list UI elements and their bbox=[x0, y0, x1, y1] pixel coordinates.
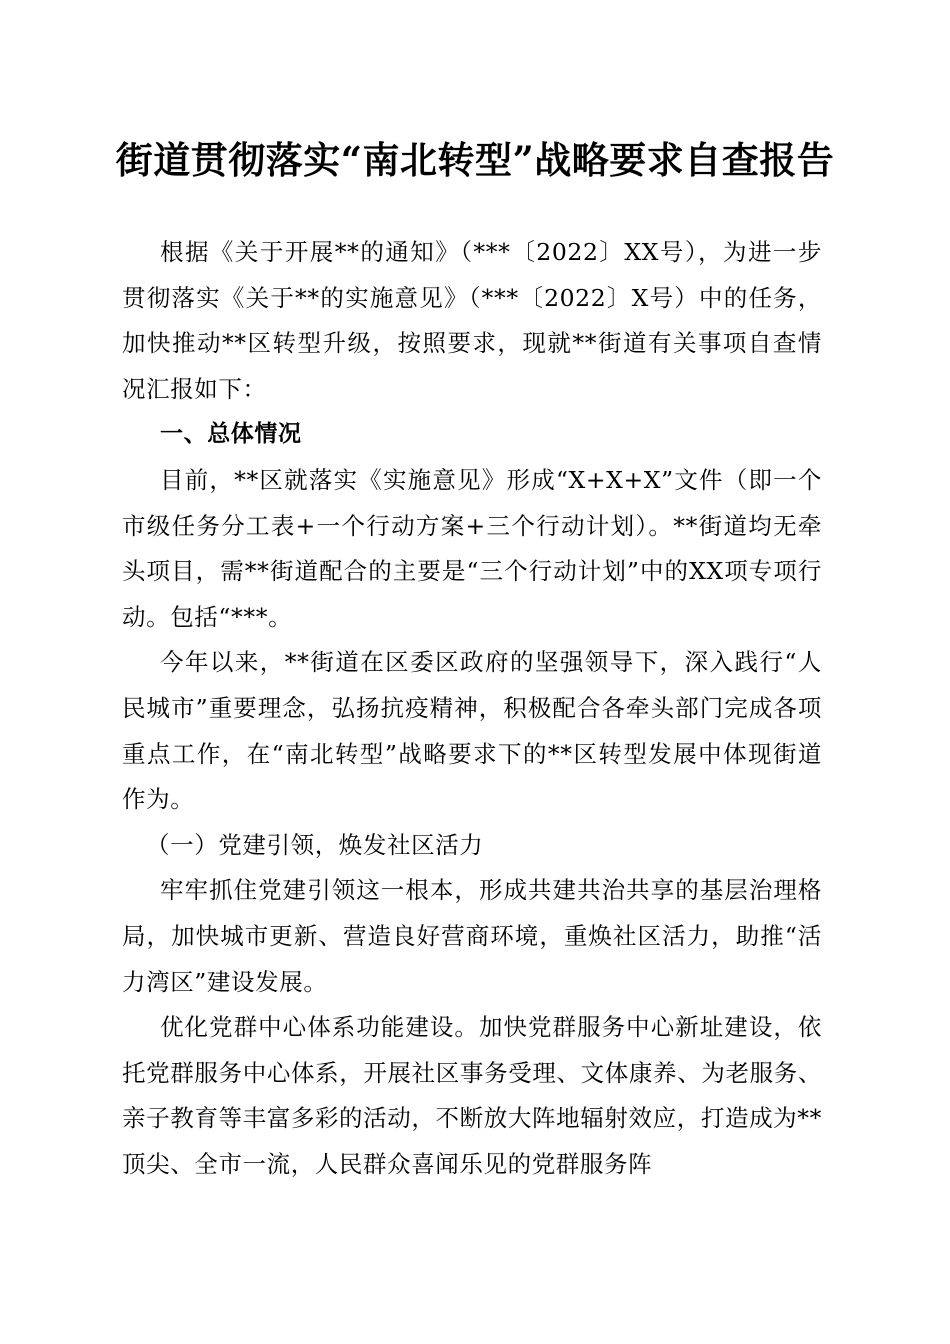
section-heading-overview: 一、总体情况 bbox=[160, 421, 302, 448]
party-building-paragraph-2: 优化党群中心体系功能建设。加快党群服务中心新址建设，依托党群服务中心体系，开展社区事务受理、文体康养、为老服务、亲子教育等丰富多彩的活动，不断放大阵地辐射效应，打造成为**顶尖、全市一流，人民群众喜闻乐见的党群服务阵 bbox=[122, 1013, 822, 1178]
document-title: 街道贯彻落实“南北转型”战略要求自查报告 bbox=[115, 138, 835, 182]
overview-paragraph-1: 目前，**区就落实《实施意见》形成“X+X+X”文件（即一个市级任务分工表+一个行动方案+三个行动计划）。**街道均无牵头项目，需**街道配合的主要是“三个行动计划”中的XX项专项行动。包括“***。 bbox=[122, 465, 822, 631]
subsection-heading-party-building: （一）党建引领，焕发社区活力 bbox=[146, 830, 484, 859]
intro-paragraph: 根据《关于开展**的通知》（***〔2022〕XX号），为进一步贯彻落实《关于**的实施意见》（***〔2022〕X号）中的任务，加快推动**区转型升级，按照要求，现就**街道有关事项自查情况汇报如下： bbox=[122, 238, 822, 403]
overview-paragraph-2: 今年以来，**街道在区委区政府的坚强领导下，深入践行“人民城市”重要理念，弘扬抗疫精神，积极配合各牵头部门完成各项重点工作，在“南北转型”战略要求下的**区转型发展中体现街道作为。 bbox=[122, 648, 822, 814]
party-building-paragraph-1: 牢牢抓住党建引领这一根本，形成共建共治共享的基层治理格局，加快城市更新、营造良好营商环境，重焕社区活力，助推“活力湾区”建设发展。 bbox=[122, 876, 822, 996]
document-body bbox=[122, 230, 822, 1187]
